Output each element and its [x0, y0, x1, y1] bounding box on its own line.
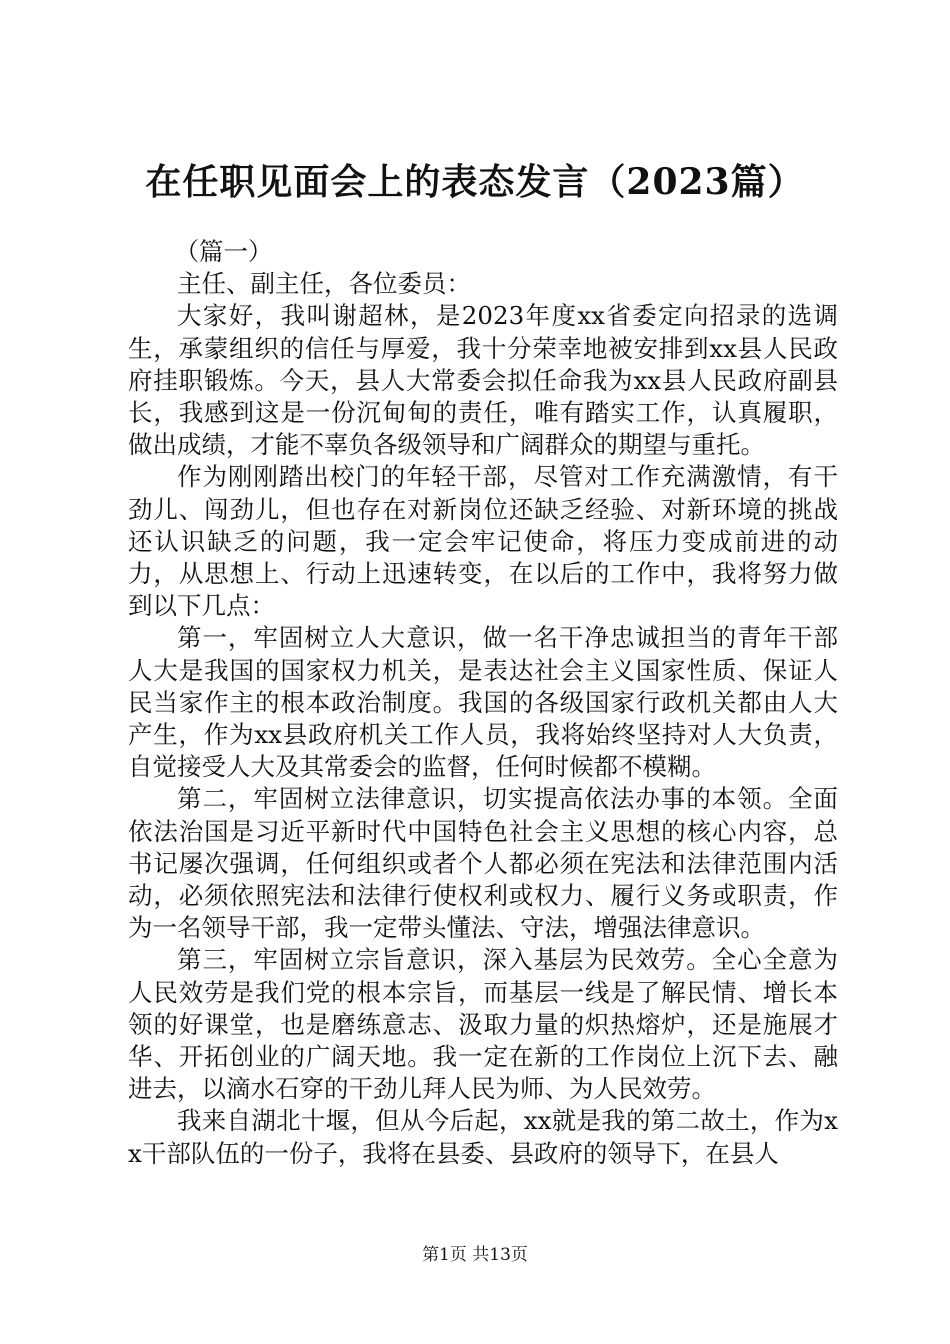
- page-footer: 第1页 共13页: [422, 1245, 528, 1265]
- paragraph-2: 作为刚刚踏出校门的年轻干部，尽管对工作充满激情，有干劲儿、闯劲儿，但也存在对新岗位还缺乏经验、对新环境的挑战还认识缺乏的问题，我一定会牢记使命，将压力变成前进的动力，从思想上、行动上迅速转变，在以后的工作中，我将努力做到以下几点：: [128, 462, 838, 621]
- salutation: 主任、副主任，各位委员：: [177, 269, 471, 299]
- paragraph-5: 第三，牢固树立宗旨意识，深入基层为民效劳。全心全意为人民效劳是我们党的根本宗旨，而基层一线是了解民情、增长本领的好课堂，也是磨练意志、汲取力量的炽热熔炉，还是施展才华、开拓创业的广阔天地。我一定在新的工作岗位上沉下去、融进去，以滴水石穿的干劲儿拜人民为师、为人民效劳。: [128, 945, 838, 1104]
- document-title: 在任职见面会上的表态发言（2023篇）: [145, 161, 805, 203]
- section-label: （篇一）: [174, 237, 273, 266]
- paragraph-3: 第一，牢固树立人大意识，做一名干净忠诚担当的青年干部人大是我国的国家权力机关，是表达社会主义国家性质、保证人民当家作主的根本政治制度。我国的各级国家行政机关都由人大产生，作为xx县政府机关工作人员，我将始终坚持对人大负责，自觉接受人大及其常委会的监督，任何时候都不模糊。: [128, 623, 838, 782]
- document-body: [128, 236, 838, 1170]
- paragraph-1: 大家好，我叫谢超林，是2023年度xx省委定向招录的选调生，承蒙组织的信任与厚爱，我十分荣幸地被安排到xx县人民政府挂职锻炼。今天，县人大常委会拟任命我为xx县人民政府副县长，我感到这是一份沉甸甸的责任，唯有踏实工作，认真履职，做出成绩，才能不辜负各级领导和广阔群众的期望与重托。: [128, 301, 838, 460]
- paragraph-6: 我来自湖北十堰，但从今后起，xx就是我的第二故土，作为xx干部队伍的一份子，我将在县委、县政府的领导下，在县人: [128, 1106, 838, 1168]
- paragraph-4: 第二，牢固树立法律意识，切实提高依法办事的本领。全面依法治国是习近平新时代中国特色社会主义思想的核心内容，总书记屡次强调，任何组织或者个人都必须在宪法和法律范围内活动，必须依照宪法和法律行使权利或权力、履行义务或职责，作为一名领导干部，我一定带头懂法、守法，增强法律意识。: [128, 784, 838, 943]
